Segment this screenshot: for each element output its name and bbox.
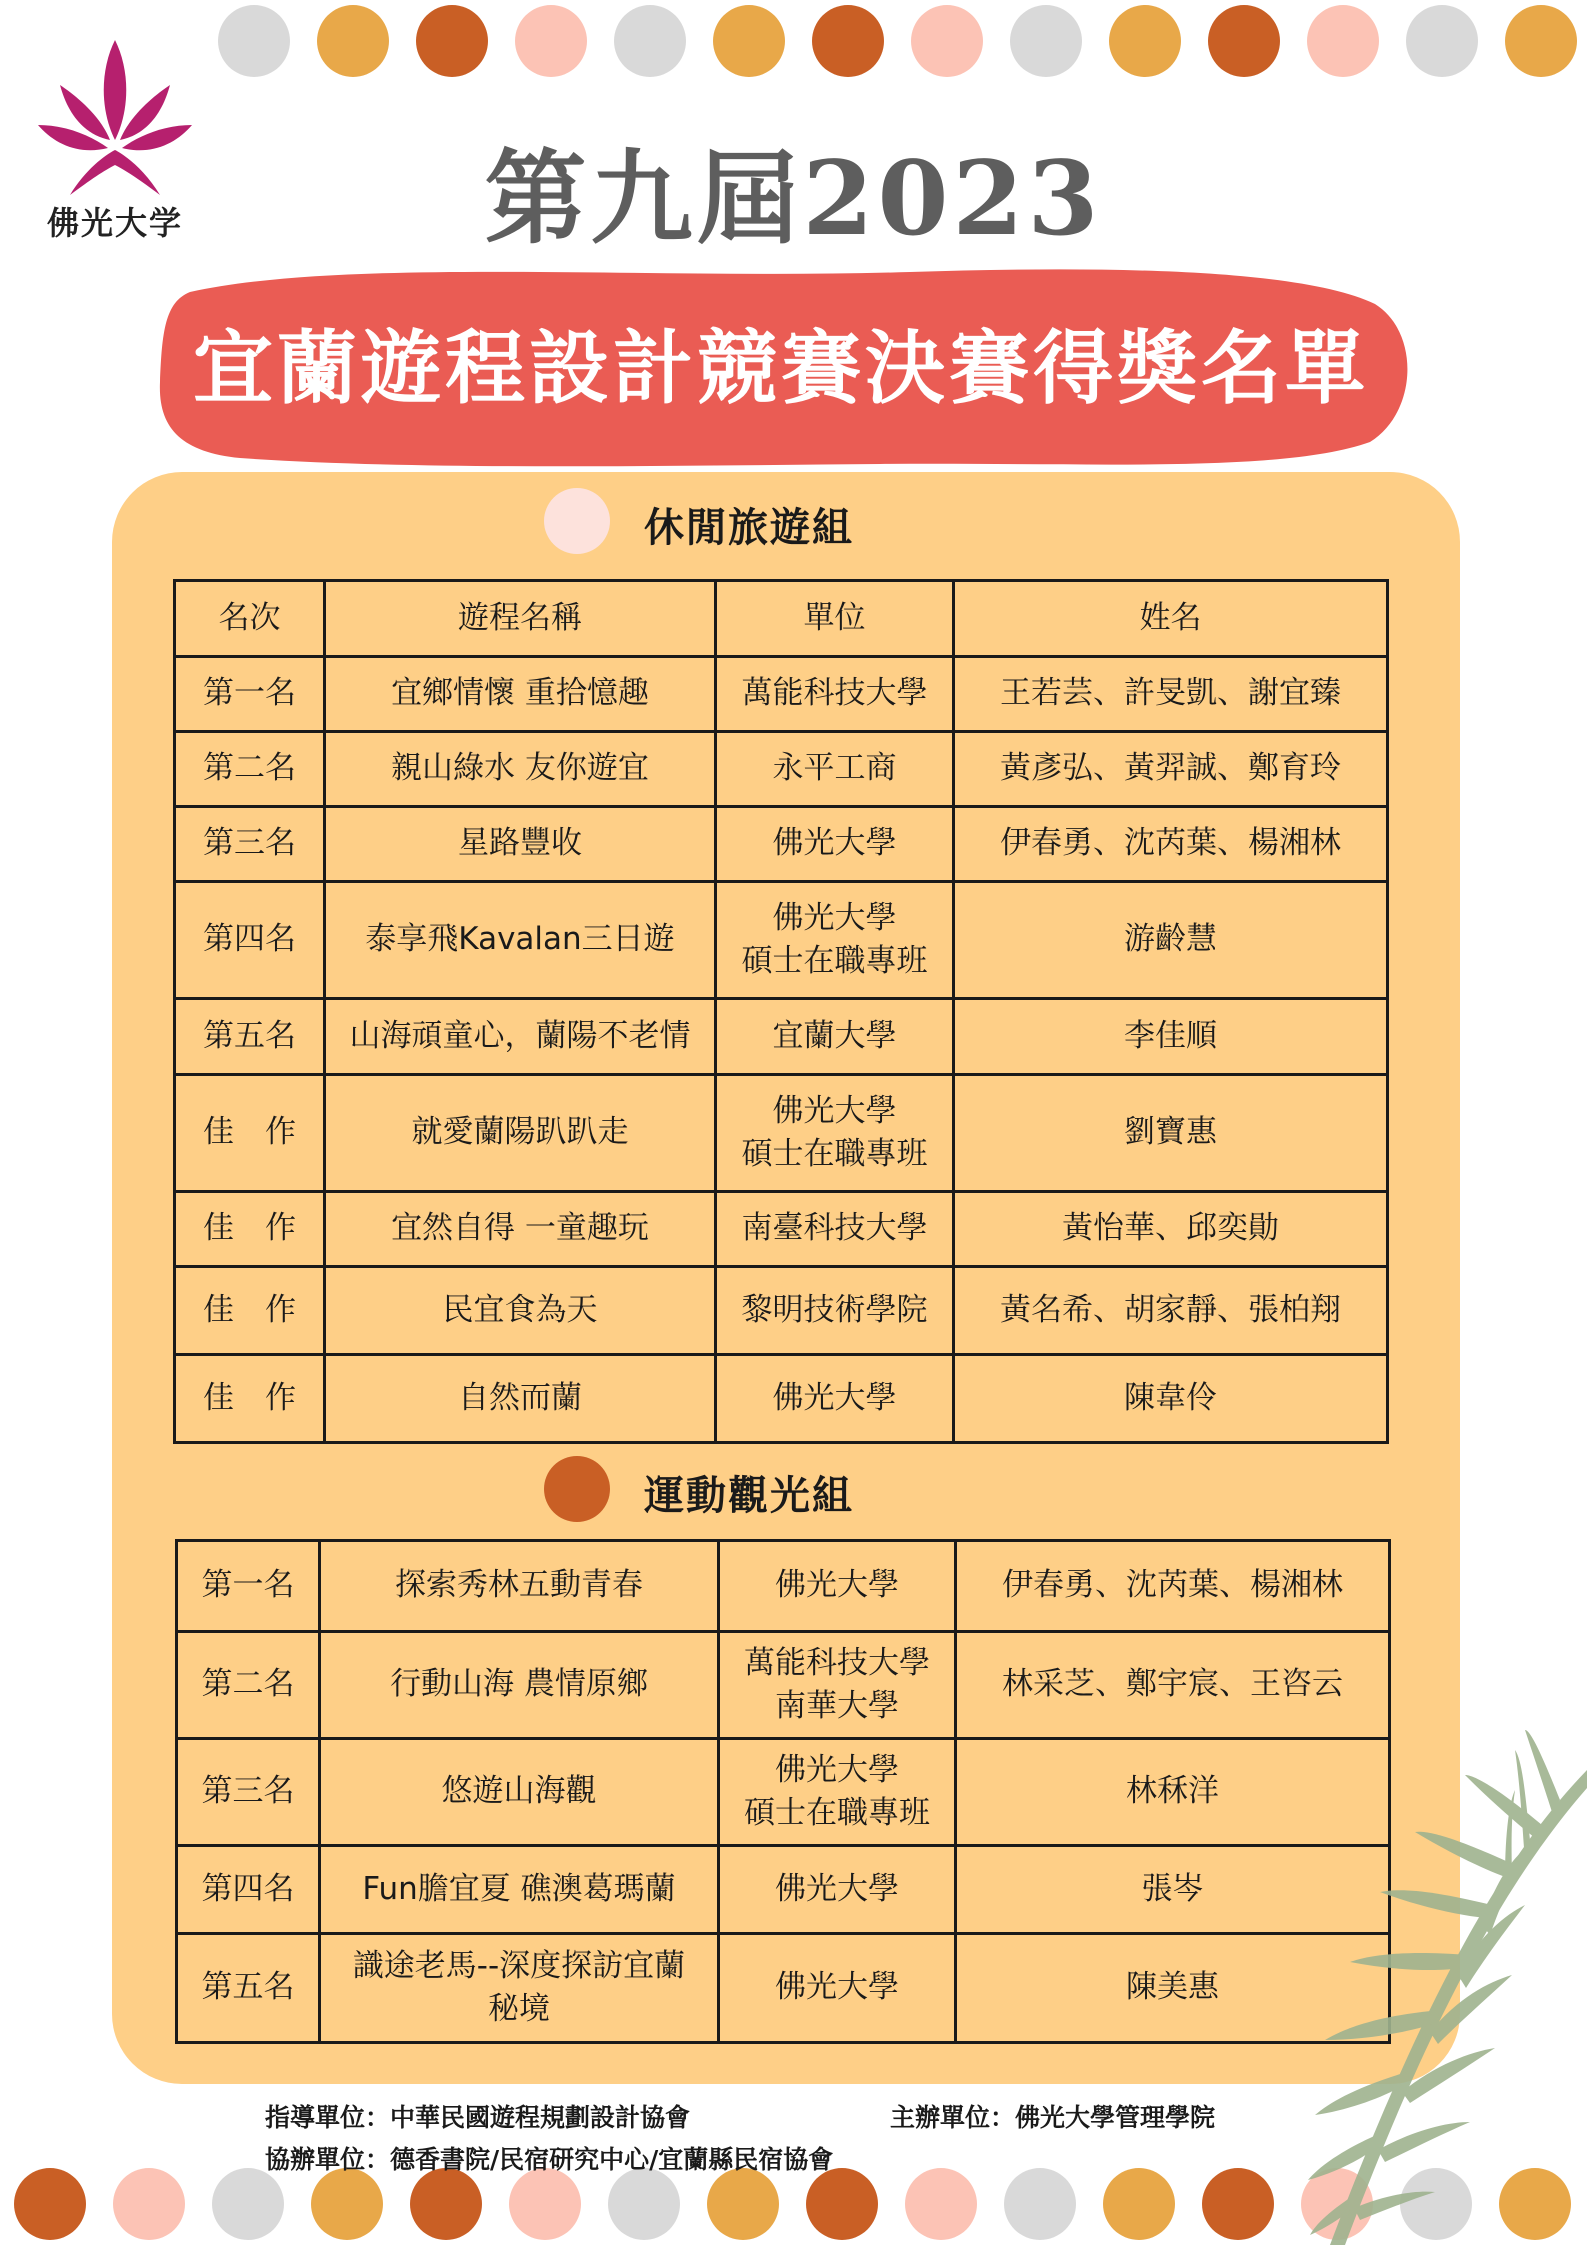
- unit-line: 碩士在職專班: [741, 943, 928, 979]
- decor-dot: [1109, 5, 1181, 77]
- decor-dot: [707, 2168, 779, 2240]
- decor-dot: [1010, 5, 1082, 77]
- header-cell: 名次: [175, 581, 325, 657]
- itinerary-cell: 山海頑童心，蘭陽不老情: [325, 999, 716, 1075]
- members-cell: 林秝洋: [956, 1739, 1390, 1846]
- decor-dot: [113, 2168, 185, 2240]
- decor-dot: [14, 2168, 86, 2240]
- rank-cell: 第五名: [175, 999, 325, 1075]
- unit-line: 萬能科技大學: [741, 675, 928, 712]
- rank-cell: 第一名: [175, 657, 325, 732]
- itinerary-cell: 星路豐收: [325, 807, 716, 882]
- unit-cell: [719, 1934, 956, 2043]
- decor-dot: [608, 2168, 680, 2240]
- unit-cell: [716, 999, 954, 1075]
- unit-line: 南臺科技大學: [741, 1210, 928, 1247]
- itinerary-cell: 行動山海 農情原鄉: [320, 1632, 719, 1739]
- host-unit: 主辦單位：佛光大學管理學院: [890, 2103, 1216, 2132]
- table-row: [177, 1541, 1390, 1632]
- decor-dot: [812, 5, 884, 77]
- decor-dot: [410, 2168, 482, 2240]
- header-cell: 姓名: [954, 581, 1388, 657]
- decor-dot: [614, 5, 686, 77]
- decor-dot: [1505, 5, 1577, 77]
- itinerary-cell: 泰享飛Kavalan三日遊: [325, 882, 716, 999]
- itinerary-cell: 就愛蘭陽趴趴走: [325, 1075, 716, 1192]
- members-cell: 陳韋伶: [954, 1355, 1388, 1443]
- members-cell: 黃彥弘、黃羿誠、鄭育玲: [954, 732, 1388, 807]
- unit-cell: [716, 1192, 954, 1267]
- table-row: [177, 1934, 1390, 2043]
- itinerary-cell: 宜然自得 一童趣玩: [325, 1192, 716, 1267]
- sports-section-heading: [0, 1456, 1587, 1526]
- members-cell: 伊春勇、沈芮葉、楊湘林: [956, 1541, 1390, 1632]
- unit-line: 佛光大學: [772, 1379, 897, 1416]
- fern-leaf-icon: [1230, 1730, 1587, 2245]
- rank-cell: 第三名: [177, 1739, 320, 1846]
- unit-cell: [716, 1355, 954, 1443]
- logo-text: 佛光大学: [46, 204, 183, 242]
- sports-results-table: [175, 1539, 1391, 2044]
- rank-cell: 佳 作: [175, 1192, 325, 1267]
- leisure-results-table: [173, 579, 1389, 1444]
- decor-dot: [212, 2168, 284, 2240]
- co-organizer-unit: 協辦單位：德香書院/民宿研究中心/宜蘭縣民宿協會: [265, 2145, 834, 2174]
- table-row: [175, 657, 1388, 732]
- unit-cell: [716, 1267, 954, 1355]
- table-row: [175, 732, 1388, 807]
- decor-dot: [1307, 5, 1379, 77]
- section-title: 休閒旅遊組: [644, 505, 854, 551]
- decor-dot: [509, 2168, 581, 2240]
- unit-line: 佛光大學: [772, 1092, 897, 1129]
- itinerary-cell: 識途老馬--深度探訪宜蘭秘境: [320, 1934, 719, 2043]
- unit-cell: [716, 657, 954, 732]
- table-row: [175, 1267, 1388, 1355]
- members-cell: 黃名希、胡家靜、張柏翔: [954, 1267, 1388, 1355]
- rank-cell: 第一名: [177, 1541, 320, 1632]
- leisure-section-heading: [0, 488, 1587, 558]
- table-header-row: [175, 581, 1388, 657]
- unit-cell: [719, 1632, 956, 1739]
- section-title: 運動觀光組: [644, 1473, 854, 1519]
- members-cell: 劉寶惠: [954, 1075, 1388, 1192]
- page-title: 宜蘭遊程設計競賽決賽得獎名單: [193, 322, 1369, 415]
- decor-dot: [311, 2168, 383, 2240]
- unit-cell: [716, 1075, 954, 1192]
- members-cell: 黃怡華、邱奕勛: [954, 1192, 1388, 1267]
- unit-line: 佛光大學: [775, 1870, 899, 1907]
- itinerary-cell: 悠遊山海觀: [320, 1739, 719, 1846]
- table-row: [177, 1739, 1390, 1846]
- unit-line: 佛光大學: [772, 825, 897, 862]
- decor-dot: [218, 5, 290, 77]
- members-cell: 陳美惠: [956, 1934, 1390, 2043]
- rank-cell: 第三名: [175, 807, 325, 882]
- unit-cell: [719, 1541, 956, 1632]
- unit-cell: [719, 1739, 956, 1846]
- rank-cell: 佳 作: [175, 1267, 325, 1355]
- members-cell: 李佳順: [954, 999, 1388, 1075]
- itinerary-cell: 民宜食為天: [325, 1267, 716, 1355]
- rank-cell: 佳 作: [175, 1075, 325, 1192]
- unit-line: 永平工商: [772, 750, 897, 787]
- decor-dot: [713, 5, 785, 77]
- table-row: [175, 1075, 1388, 1192]
- members-cell: 游齡慧: [954, 882, 1388, 999]
- edition-heading: 第九屆2023: [484, 139, 1103, 259]
- unit-cell: [719, 1846, 956, 1934]
- itinerary-cell: Fun膽宜夏 礁澳葛瑪蘭: [320, 1846, 719, 1934]
- members-cell: 伊春勇、沈芮葉、楊湘林: [954, 807, 1388, 882]
- rank-cell: 第五名: [177, 1934, 320, 2043]
- decor-dot: [1004, 2168, 1076, 2240]
- members-cell: 王若芸、許旻凱、謝宜臻: [954, 657, 1388, 732]
- decor-dot: [317, 5, 389, 77]
- rank-cell: 第二名: [175, 732, 325, 807]
- table-row: [175, 1192, 1388, 1267]
- header-cell: 遊程名稱: [325, 581, 716, 657]
- rank-cell: 第四名: [175, 882, 325, 999]
- itinerary-cell: 親山綠水 友你遊宜: [325, 732, 716, 807]
- unit-line: 佛光大學: [775, 1969, 899, 2006]
- decor-dot: [1208, 5, 1280, 77]
- decor-dot: [806, 2168, 878, 2240]
- members-cell: 張岑: [956, 1846, 1390, 1934]
- header-cell: 單位: [716, 581, 954, 657]
- rank-cell: 第四名: [177, 1846, 320, 1934]
- unit-line: 佛光大學: [775, 1751, 899, 1788]
- unit-cell: [716, 807, 954, 882]
- table-row: [175, 807, 1388, 882]
- decor-dot: [416, 5, 488, 77]
- table-row: [177, 1846, 1390, 1934]
- unit-line: 萬能科技大學: [744, 1644, 930, 1681]
- members-cell: 林采芝、鄭宇宸、王咨云: [956, 1632, 1390, 1739]
- unit-line: 南華大學: [775, 1688, 899, 1724]
- decor-dot: [911, 5, 983, 77]
- unit-line: 佛光大學: [772, 899, 897, 936]
- table-row: [175, 999, 1388, 1075]
- itinerary-cell: 宜鄉情懷 重拾憶趣: [325, 657, 716, 732]
- table-row: [177, 1632, 1390, 1739]
- unit-cell: [716, 882, 954, 999]
- table-row: [175, 1355, 1388, 1443]
- rank-cell: 佳 作: [175, 1355, 325, 1443]
- guidance-unit: 指導單位：中華民國遊程規劃設計協會: [265, 2103, 691, 2132]
- unit-line: 黎明技術學院: [741, 1291, 928, 1328]
- itinerary-cell: 探索秀林五動青春: [320, 1541, 719, 1632]
- title-banner: [150, 262, 1412, 470]
- table-row: [175, 882, 1388, 999]
- unit-line: 佛光大學: [775, 1567, 899, 1604]
- section-bullet: [544, 1456, 610, 1522]
- decor-dot: [905, 2168, 977, 2240]
- unit-line: 碩士在職專班: [744, 1795, 930, 1831]
- top-dot-row: [0, 5, 1587, 85]
- decor-dot: [1103, 2168, 1175, 2240]
- unit-line: 宜蘭大學: [772, 1017, 897, 1054]
- decor-dot: [515, 5, 587, 77]
- decor-dot: [1406, 5, 1478, 77]
- unit-line: 碩士在職專班: [741, 1136, 928, 1172]
- rank-cell: 第二名: [177, 1632, 320, 1739]
- itinerary-cell: 自然而蘭: [325, 1355, 716, 1443]
- unit-cell: [716, 732, 954, 807]
- section-bullet: [544, 488, 610, 554]
